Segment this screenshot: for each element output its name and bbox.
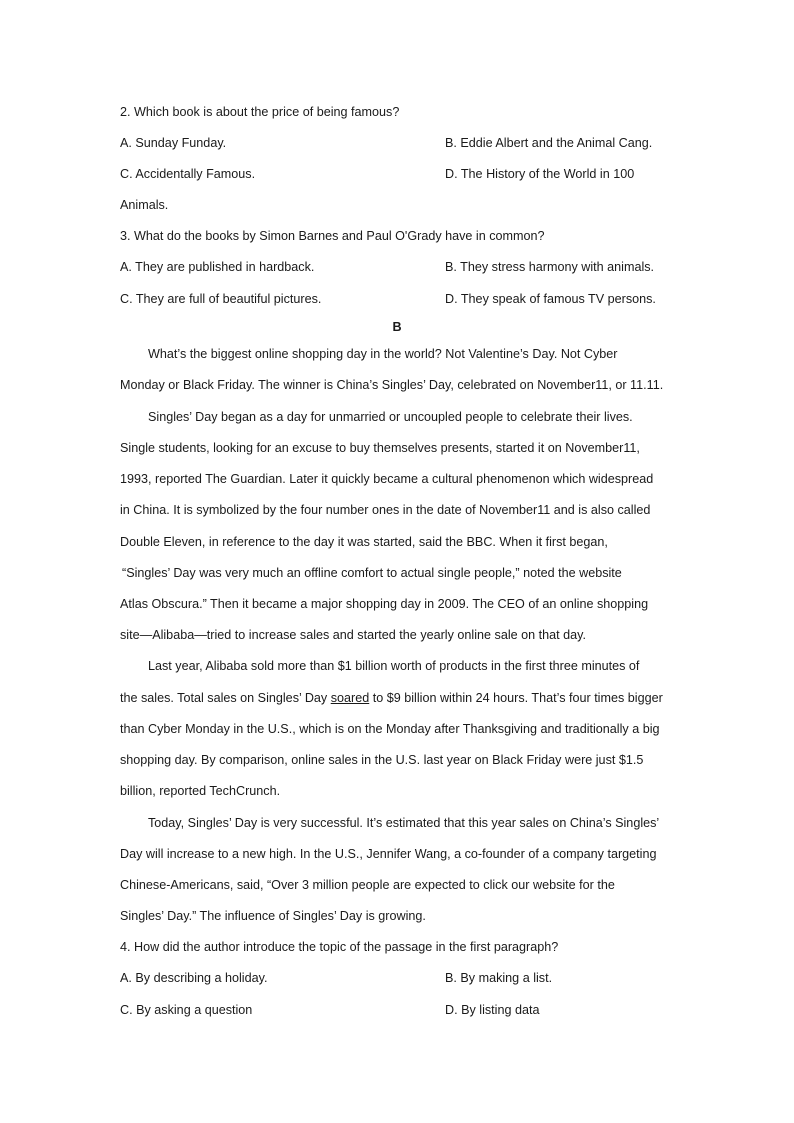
passage-line: What’s the biggest online shopping day in the world? Not Valentine’s Day. Not Cyber — [148, 347, 618, 361]
passage-line — [120, 690, 663, 706]
passage-line: Singles’ Day began as a day for unmarried or uncoupled people to celebrate their lives. — [148, 410, 633, 424]
passage-line: Chinese-Americans, said, “Over 3 million people are expected to click our website for the — [120, 878, 615, 892]
question-2: 2. Which book is about the price of being famous? — [120, 105, 400, 119]
passage-line: billion, reported TechCrunch. — [120, 784, 281, 798]
passage-line: 1993, reported The Guardian. Later it quickly became a cultural phenomenon which widespread — [120, 472, 654, 486]
passage-line: site—Alibaba—tried to increase sales and started the yearly online sale on that day. — [120, 628, 586, 642]
passage-line: than Cyber Monday in the U.S., which is on the Monday after Thanksgiving and traditionally a big — [120, 722, 660, 736]
q3-option-a: A. They are published in hardback. — [120, 260, 315, 274]
q4-option-b: B. By making a list. — [445, 971, 553, 985]
q3-option-d: D. They speak of famous TV persons. — [445, 292, 656, 306]
passage-line: Monday or Black Friday. The winner is China’s Singles’ Day, celebrated on November11, or 11.11. — [120, 378, 664, 392]
passage-line: shopping day. By comparison, online sales in the U.S. last year on Black Friday were just $1.5 — [120, 753, 644, 767]
q2-option-d: D. The History of the World in 100 — [445, 167, 635, 181]
passage-line: in China. It is symbolized by the four number ones in the date of November11 and is also called — [120, 503, 651, 517]
q4-option-c: C. By asking a question — [120, 1003, 253, 1017]
passage-line: Singles’ Day.” The influence of Singles’ Day is growing. — [120, 909, 426, 923]
q4-option-a: A. By describing a holiday. — [120, 971, 268, 985]
q2-option-c: C. Accidentally Famous. — [120, 167, 256, 181]
passage-line: Last year, Alibaba sold more than $1 billion worth of products in the first three minutes of — [148, 659, 640, 673]
question-3: 3. What do the books by Simon Barnes and Paul O'Grady have in common? — [120, 229, 545, 243]
passage-line: Day will increase to a new high. In the U.S., Jennifer Wang, a co-founder of a company targeting — [120, 847, 657, 861]
passage-line: Single students, looking for an excuse to buy themselves presents, started it on November11, — [120, 441, 640, 455]
passage-line: “Singles’ Day was very much an offline comfort to actual single people,” noted the website — [122, 566, 622, 580]
q2-option-d-continued: Animals. — [120, 198, 169, 212]
q3-option-b: B. They stress harmony with animals. — [445, 260, 655, 274]
q2-option-b: B. Eddie Albert and the Animal Cang. — [445, 136, 653, 150]
q4-option-d: D. By listing data — [445, 1003, 540, 1017]
passage-text: the sales. Total sales on Singles’ Day — [120, 691, 331, 705]
underlined-word: soared — [330, 691, 370, 705]
q3-option-c: C. They are full of beautiful pictures. — [120, 292, 322, 306]
q2-option-a: A. Sunday Funday. — [120, 136, 227, 150]
passage-line: Today, Singles’ Day is very successful. It’s estimated that this year sales on China’s Singles’ — [148, 816, 660, 830]
passage-line: Double Eleven, in reference to the day it was started, said the BBC. When it first began, — [120, 535, 608, 549]
question-4: 4. How did the author introduce the topic of the passage in the first paragraph? — [120, 940, 559, 954]
passage-line: Atlas Obscura.” Then it became a major shopping day in 2009. The CEO of an online shopping — [120, 597, 649, 611]
passage-text: to $9 billion within 24 hours. That’s four times bigger — [369, 691, 663, 705]
section-heading: B — [392, 320, 402, 334]
